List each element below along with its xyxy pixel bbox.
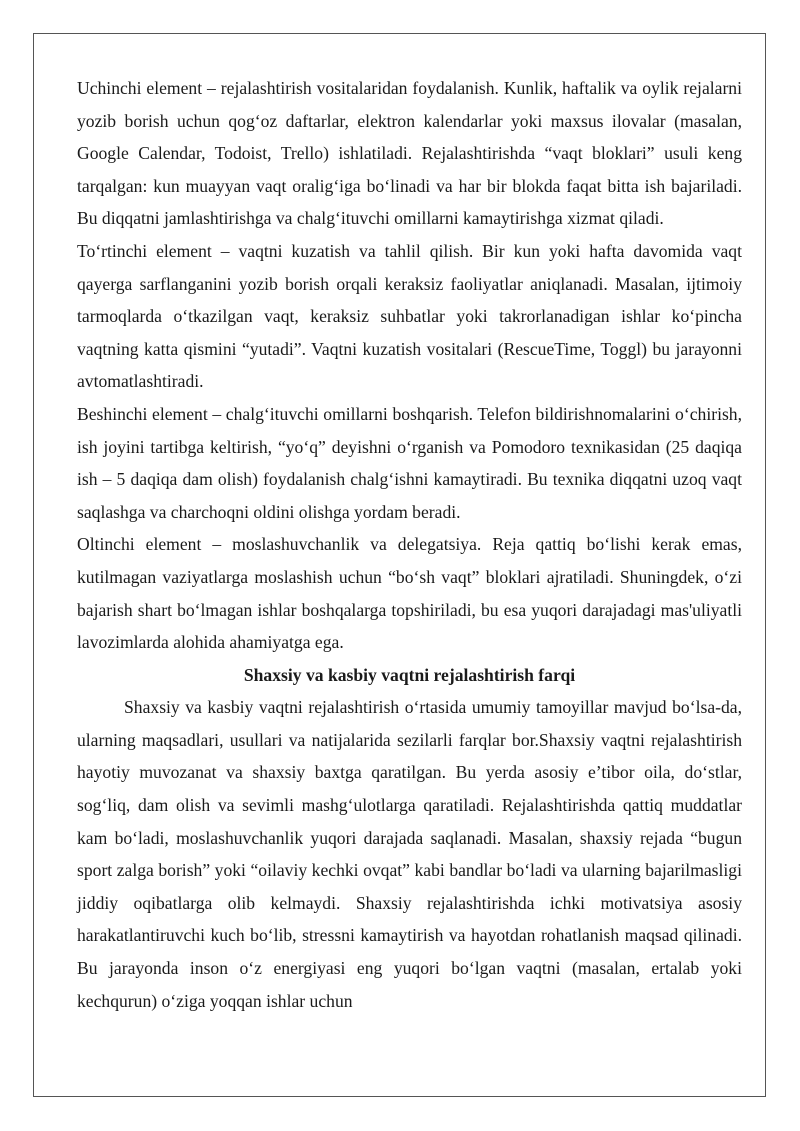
paragraph-third-element: Uchinchi element – rejalashtirish vositalaridan foydalanish. Kunlik, haftalik va oylik rejalarni yozib borish uchun qog‘oz daftarlar, elektron kalendarlar yoki maxsus ilovalar (masalan, Google Calendar, Todoist, Trello) ishlatiladi. Rejalashtirishda “vaqt bloklari” usuli keng tarqalgan: kun muayyan vaqt oralig‘iga bo‘linadi va har bir blokda faqat bitta ish bajariladi. Bu diqqatni jamlashtirishga va chalg‘ituvchi omillarni kamaytirishga xizmat qiladi. xyxy=(77,78,742,229)
section-heading: Shaxsiy va kasbiy vaqtni rejalashtirish farqi xyxy=(243,664,576,685)
document-body xyxy=(77,72,742,1017)
paragraph-personal-vs-professional: Shaxsiy va kasbiy vaqtni rejalashtirish o‘rtasida umumiy tamoyillar mavjud bo‘lsa-da, ularning maqsadlari, usullari va natijalarida sezilarli farqlar bor.Shaxsiy vaqtni rejalashtirish hayotiy muvozanat va shaxsiy baxtga qaratilgan. Bu yerda asosiy e’tibor oila, do‘stlar, sog‘liq, dam olish va sevimli mashg‘ulotlarga qaratiladi. Rejalashtirishda qattiq muddatlar kam bo‘ladi, moslashuvchanlik yuqori darajada saqlanadi. Masalan, shaxsiy rejada “bugun sport zalga borish” yoki “oilaviy kechki ovqat” kabi bandlar bo‘ladi va ularning bajarilmasligi jiddiy oqibatlarga olib kelmaydi. Shaxsiy rejalashtirishda ichki motivatsiya asosiy harakatlantiruvchi kuch bo‘lib, stressni kamaytirish va hayotdan rohatlanish maqsad qilinadi. Bu jarayonda inson o‘z energiyasi eng yuqori bo‘lgan vaqtni (masalan, ertalab yoki kechqurun) o‘ziga yoqqan ishlar uchun xyxy=(77,697,742,1011)
paragraph-fourth-element: To‘rtinchi element – vaqtni kuzatish va tahlil qilish. Bir kun yoki hafta davomida vaqt qayerga sarflanganini yozib borish orqali keraksiz faoliyatlar aniqlanadi. Masalan, ijtimoiy tarmoqlarda o‘tkazilgan vaqt, keraksiz suhbatlar yoki takrorlanadigan ishlar ko‘pincha vaqtning katta qismini “yutadi”. Vaqtni kuzatish vositalari (RescueTime, Toggl) bu jarayonni avtomatlashtiradi. xyxy=(77,240,742,392)
paragraph-fifth-element: Beshinchi element – chalg‘ituvchi omillarni boshqarish. Telefon bildirishnomalarini o‘chirish, ish joyini tartibga keltirish, “yo‘q” deyishni o‘rganish va Pomodoro texnikasidan (25 daqiqa ish – 5 daqiqa dam olish) foydalanish chalg‘ishni kamaytiradi. Bu texnika diqqatni uzoq vaqt saqlashga va charchoqni oldini olishga yordam beradi. xyxy=(77,403,742,522)
paragraph-sixth-element: Oltinchi element – moslashuvchanlik va delegatsiya. Reja qattiq bo‘lishi kerak emas, kutilmagan vaziyatlarga moslashish uchun “bo‘sh vaqt” bloklari ajratiladi. Shuningdek, o‘zi bajarish shart bo‘lmagan ishlar boshqalarga topshiriladi, bu esa yuqori darajadagi mas'uliyatli lavozimlarda alohida ahamiyatga ega. xyxy=(77,534,742,653)
